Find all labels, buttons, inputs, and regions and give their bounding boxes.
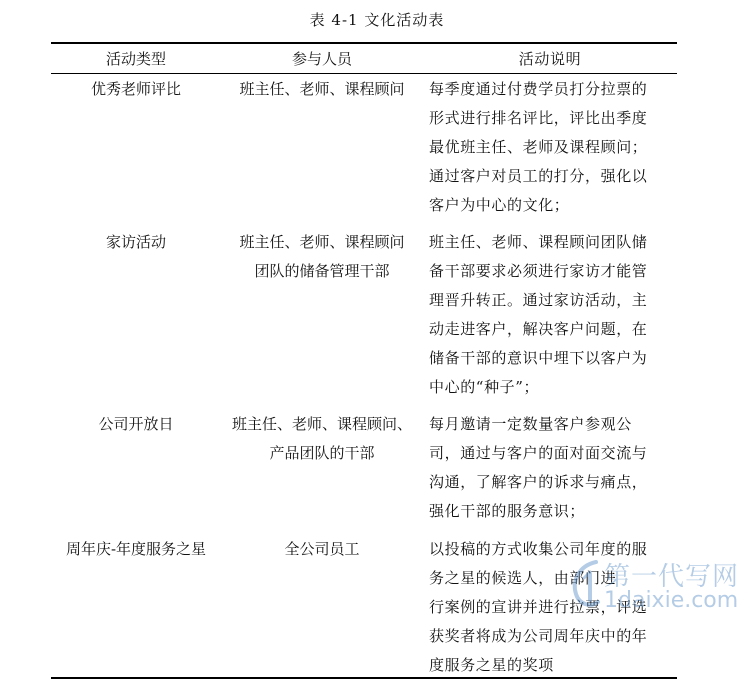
table-row-3-type: 公司开放日 bbox=[98, 415, 174, 433]
table-row-1-type: 优秀老师评比 bbox=[90, 80, 181, 98]
desc-line: 务之星的候选人，由部门进 bbox=[429, 569, 617, 587]
table-row-2-people bbox=[224, 228, 420, 286]
people-line: 团队的储备管理干部 bbox=[254, 262, 390, 280]
desc-line: 最优班主任、老师及课程顾问； bbox=[429, 138, 648, 156]
desc-line: 客户为中心的文化； bbox=[429, 196, 570, 214]
table-row-3-description bbox=[429, 410, 671, 526]
desc-line: 司，通过与客户的面对面交流与 bbox=[429, 444, 648, 462]
table-top-rule bbox=[51, 42, 677, 44]
watermark-text-line2: 1daixie.com bbox=[604, 588, 739, 613]
desc-line: 动走进客户，解决客户问题，在 bbox=[429, 320, 648, 338]
people-line: 班主任、老师、课程顾问、 bbox=[231, 415, 412, 433]
column-header-people: 参与人员 bbox=[291, 50, 352, 68]
desc-line: 储备干部的意识中埋下以客户为 bbox=[429, 349, 648, 367]
people-line: 班主任、老师、课程顾问 bbox=[239, 80, 405, 98]
people-line: 班主任、老师、课程顾问 bbox=[239, 233, 405, 251]
desc-line: 中心的“种子”； bbox=[429, 378, 540, 396]
table-header-rule bbox=[51, 73, 677, 74]
people-line: 产品团队的干部 bbox=[269, 444, 375, 462]
desc-line: 获奖者将成为公司周年庆中的年 bbox=[429, 627, 648, 645]
desc-line: 理晋升转正。通过家访活动，主 bbox=[429, 291, 648, 309]
desc-line: 强化干部的服务意识； bbox=[429, 502, 586, 520]
table-caption: 表 4-1 文化活动表 bbox=[309, 11, 445, 29]
table-row-1-people bbox=[224, 75, 420, 104]
column-header-description: 活动说明 bbox=[518, 50, 582, 68]
table-bottom-rule bbox=[51, 677, 677, 679]
watermark bbox=[566, 556, 746, 616]
desc-line: 通过客户对员工的打分，强化以 bbox=[429, 167, 648, 185]
desc-line: 班主任、老师、课程顾问团队储 bbox=[429, 233, 648, 251]
people-line: 全公司员工 bbox=[284, 540, 360, 558]
column-header-type: 活动类型 bbox=[105, 50, 166, 68]
desc-line: 备干部要求必须进行家访才能管 bbox=[429, 262, 648, 280]
table-row-1-description bbox=[429, 75, 671, 220]
watermark-text-line1: 第一代写网 bbox=[604, 562, 740, 592]
desc-line: 形式进行排名评比，评比出季度 bbox=[429, 109, 648, 127]
desc-line: 每月邀请一定数量客户参观公 bbox=[429, 415, 632, 433]
table-row-2-type: 家访活动 bbox=[105, 233, 166, 251]
desc-line: 每季度通过付费学员打分拉票的 bbox=[429, 80, 648, 98]
table-row-4-type: 周年庆-年度服务之星 bbox=[65, 540, 207, 558]
table-row-2-description bbox=[429, 228, 671, 402]
desc-line: 行案例的宣讲并进行拉票，评选 bbox=[429, 598, 648, 616]
table-row-3-people bbox=[224, 410, 420, 468]
desc-line: 以投稿的方式收集公司年度的服 bbox=[429, 540, 648, 558]
table-row-4-people bbox=[224, 535, 420, 564]
desc-line: 沟通，了解客户的诉求与痛点， bbox=[429, 473, 648, 491]
desc-line: 度服务之星的奖项 bbox=[429, 656, 554, 674]
